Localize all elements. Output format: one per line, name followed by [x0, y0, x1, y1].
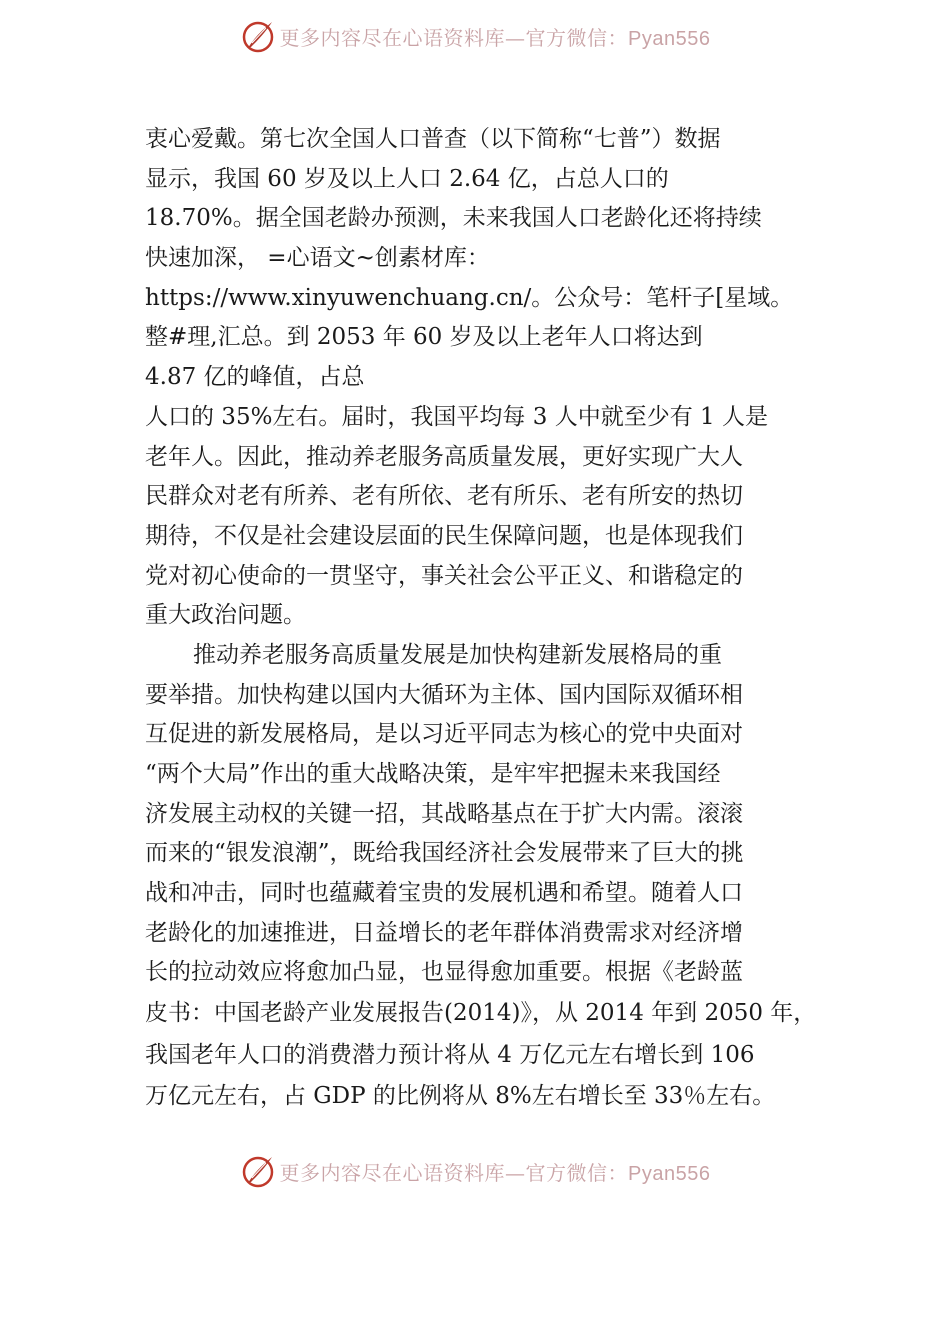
text-line: 要举措。加快构建以国内大循环为主体、国内国际双循环相 — [145, 681, 743, 708]
text-line: 民群众对老有所养、老有所依、老有所乐、老有所安的热切 — [145, 483, 743, 510]
text-line: 老龄化的加速推进，日益增长的老年群体消费需求对经济增 — [145, 919, 743, 946]
quill-logo-icon — [240, 1153, 276, 1189]
text-line: 衷心爱戴。第七次全国人口普查（以下简称“七普”）数据 — [145, 126, 721, 152]
text-line: 济发展主动权的关键一招，其战略基点在于扩大内需。滚滚 — [145, 800, 743, 827]
text-line: 人口的 35%左右。届时，我国平均每 3 人中就至少有 1 人是 — [145, 403, 768, 430]
text-line: 老年人。因此，推动养老服务高质量发展，更好实现广大人 — [145, 443, 743, 470]
text-line: 整#理,汇总。到 2053 年 60 岁及以上老年人口将达到 — [145, 324, 703, 351]
text-line: 党对初心使命的一贯坚守，事关社会公平正义、和谐稳定的 — [145, 562, 743, 589]
wechat-id: Pyan556 — [628, 27, 711, 50]
watermark-text: 更多内容尽在心语资料库—官方微信：Pyan556 — [279, 1160, 711, 1185]
header-watermark — [0, 16, 950, 56]
text-line: 18.70%。据全国老龄办预测，未来我国人口老龄化还将持续 — [145, 205, 762, 232]
text-line: 互促进的新发展格局，是以习近平同志为核心的党中央面对 — [145, 721, 743, 748]
text-line: 我国老年人口的消费潜力预计将从 4 万亿元左右增长到 106 — [145, 1041, 755, 1068]
text-line: 长的拉动效应将愈加凸显，也显得愈加重要。根据《老龄蓝 — [145, 959, 743, 986]
text-line: “两个大局”作出的重大战略决策，是牢牢把握未来我国经 — [145, 761, 721, 787]
text-line: https://www.xinyuwenchuang.cn/。公众号：笔杆子[星域。 — [145, 284, 794, 311]
quill-logo-icon — [240, 18, 276, 54]
text-line: 战和冲击，同时也蕴藏着宝贵的发展机遇和希望。随着人口 — [145, 880, 743, 907]
text-line: 显示，我国 60 岁及以上人口 2.64 亿，占总人口的 — [145, 165, 669, 192]
watermark-text: 更多内容尽在心语资料库—官方微信：Pyan556 — [279, 25, 711, 50]
wechat-id: Pyan556 — [628, 1162, 711, 1185]
text-line: 期待，不仅是社会建设层面的民生保障问题，也是体现我们 — [145, 522, 743, 549]
text-line: 万亿元左右，占 GDP 的比例将从 8%左右增长至 33％左右。 — [145, 1083, 776, 1110]
text-line: 重大政治问题。 — [145, 602, 306, 629]
footer-watermark — [0, 1151, 950, 1191]
text-line: 快速加深， =心语文~创素材库： — [145, 245, 490, 272]
text-line: 4.87 亿的峰值，占总 — [145, 364, 365, 391]
paragraph-start-line: 推动养老服务高质量发展是加快构建新发展格局的重 — [193, 641, 722, 668]
text-line: 而来的“银发浪潮”，既给我国经济社会发展带来了巨大的挑 — [145, 840, 744, 867]
text-line: 皮书：中国老龄产业发展报告(2014)》，从 2014 年到 2050 年， — [145, 1000, 817, 1027]
document-body — [145, 120, 845, 1118]
